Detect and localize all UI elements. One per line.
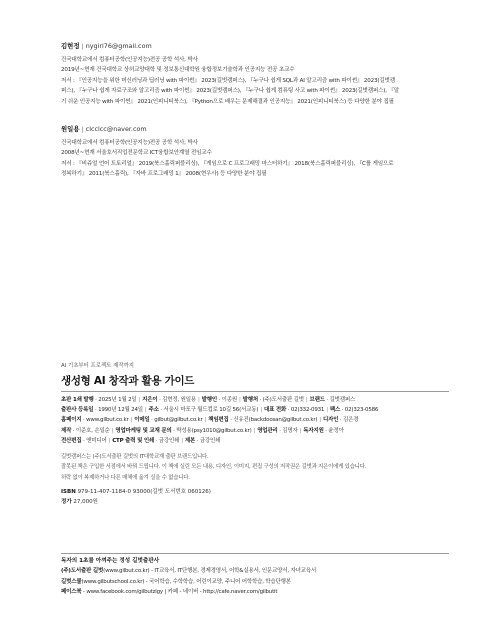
notice-line: 허락 없이 복제하거나 다른 매체에 옮겨 실을 수 없습니다. [61, 474, 190, 481]
divider [61, 391, 449, 392]
info-value: 금강인쇄 [158, 437, 180, 444]
separator: | [260, 407, 262, 414]
info-row: 홈페이지 · www.gilbut.co.kr | 이메일 · gilbut@gilbut.co.kr | 책임편집 · 신유진(backdoosan@gilbut.co.kr) | 디자인 · 김은경 [61, 417, 359, 424]
separator: | [299, 427, 302, 434]
publisher-row [61, 577, 461, 587]
author-2-line: 건국대학교에서 컴퓨터공학(인공지능)전공 공학 석사, 박사 [61, 140, 198, 146]
info-label: 전산편집 [61, 437, 82, 444]
info-value: 1990년 12월 24일 [98, 407, 143, 414]
info-label: 브랜드 [309, 397, 325, 403]
info-label: 대표 전화 [263, 407, 287, 414]
separator: | [238, 397, 241, 403]
author-2-block [61, 124, 461, 180]
info-value: 김현정, 원일용 [162, 397, 196, 403]
separator: | [326, 407, 328, 414]
publisher-row [61, 566, 461, 576]
notice-line: 길벗캠퍼스는 (주)도서출판 길벗의 IT대학교재 출판 브랜드입니다. [61, 454, 209, 461]
info-label: 영업관리 [257, 427, 278, 434]
info-row: 출판사 등록일 · 1990년 12월 24일 | 주소 · 서울시 마포구 월드컵로 10길 56(서교동) | 대표 전화 · 02)332-0931 | 팩스 · 02)323-0586 [61, 407, 379, 414]
info-row: 전산편집 · 앤미디어 | CTP 출력 및 인쇄 · 금강인쇄 | 제본 · 금강인쇄 [61, 437, 221, 444]
separator: | [253, 427, 256, 434]
info-label: 책임편집 [208, 417, 229, 424]
info-value: www.gilbut.co.kr [86, 417, 129, 424]
author-2-line: 2008년~현재 서울호서직업전문학교 ICT융합보안계열 전임교수 [61, 150, 212, 157]
publisher-row-value: - www.facebook.com/gilbutzigy | 카페 - 네이버 - http://cafe.naver.com/gilbutit [81, 589, 278, 596]
separator: | [144, 407, 147, 414]
author-1-block [61, 41, 461, 107]
publisher-row-label: (주)도서출판 길벗 [61, 568, 104, 575]
separator: | [305, 397, 308, 403]
info-value: 2025년 1월 2일 [98, 397, 137, 403]
info-label: CTP 출력 및 인쇄 [112, 437, 155, 444]
author-2-name: 원일용 [61, 125, 80, 133]
info-value: 김은경 [343, 417, 359, 424]
info-label: 제본 [184, 437, 196, 444]
author-1-line: 2019년~현재 건국대학교 상허교양대학 및 정보통신대학원 융합정보기술학과 인공지능 전공 초교수 [61, 67, 295, 74]
divider [61, 553, 449, 554]
separator: | [108, 437, 111, 444]
info-value: 이준호, 손일순 [75, 427, 110, 434]
publisher-row [61, 587, 461, 597]
isbn-block [61, 487, 461, 507]
author-2-line: 정복하기』 2011(북스홀릭), 『자바 프로그래밍 1』 2008(현우사) 등 다양한 분야 집필 [61, 171, 267, 178]
info-value: 김명자 [282, 427, 298, 434]
separator: | [197, 397, 200, 403]
author-1-line: 저서 : 『인공지능을 위한 머신러닝과 딥러닝 with 파이썬』 2023(길벗캠퍼스), 『누구나 쉽게 SQL과 AI 알고리즘 with 파이썬』 2023(길벗캠 [61, 77, 395, 84]
info-label: 출판사 등록일 [61, 407, 94, 414]
author-1-line: 기 쉬운 인공지능 with 파이썬』 2021(인피니티북스), 『Python으로 배우는 문제해결과 인공지능』 2021(인피니티북스) 등 다양한 분야 집필 [61, 98, 394, 105]
publisher-row-label: 페이스북 [61, 589, 82, 596]
publisher-row-value: (www.gilbutschool.co.kr) - 국어학습, 수학학습, 어린이교양, 주니어 어학학습, 학습단행본 [81, 578, 291, 585]
info-value: 박성용(psy1010@gilbut.co.kr) [176, 427, 252, 434]
price-value: 27,000원 [73, 499, 98, 506]
info-value: 신유진(backdoosan@gilbut.co.kr) [233, 417, 318, 424]
separator: | [181, 437, 183, 444]
author-1-line: 퍼스), 『누구나 쉽게 자료구조와 알고리즘 with 파이썬』 2023(길벗캠퍼스), 『누구나 쉽게 컴퓨팅 사고 with 파이썬』 2023(길벗캠퍼스), 『알 [61, 88, 400, 95]
series-subtitle: AI 기초부터 프로젝트 제작까지 [61, 363, 134, 369]
isbn-value: 979-11-407-1184-0 93000(길벗 도서번호 060126) [77, 489, 211, 496]
info-value: 이종원 [221, 397, 237, 403]
info-value: 앤미디어 [86, 437, 107, 444]
author-1-email: nygirl76@gmail.com [85, 42, 152, 50]
author-2-line: 저서 : 『비쥬얼 언어 트토리얼』 2019(북스홀릭퍼블리싱), 『게임으로 C 프로그래밍 마스터하기』 2018(북스홀릭퍼블리싱), 『C를 게임으로 [61, 160, 394, 167]
separator: | [138, 397, 141, 403]
author-1-header: 김현정 | nygirl76@gmail.com [61, 42, 152, 50]
info-label: 영업마케팅 및 교재 문의 [115, 427, 172, 434]
publisher-block [61, 553, 461, 598]
publisher-row-label: 길벗스쿨 [61, 578, 82, 585]
info-value: (주)도서출판 길벗 [262, 397, 304, 403]
notice [61, 452, 461, 483]
info-value: gilbut@gilbut.co.kr [154, 417, 203, 424]
publisher-slogan: 독자의 1초를 아껴주는 정성 길벗출판사 [61, 558, 160, 564]
publication-info [61, 395, 461, 446]
author-1-line: 건국대학교에서 컴퓨터공학(인공지능)전공 공학 석사, 박사 [61, 57, 198, 63]
info-value: 금강인쇄 [199, 437, 221, 444]
info-value: 02)332-0931 [290, 407, 325, 414]
info-label: 발행인 [201, 397, 217, 403]
info-label: 팩스 [329, 407, 341, 414]
info-value: 길벗캠퍼스 [329, 397, 356, 403]
info-label: 주소 [148, 407, 159, 414]
isbn-label: ISBN [61, 489, 76, 496]
info-label: 초판 1쇄 발행 [61, 397, 94, 403]
info-label: 독자지원 [303, 427, 324, 434]
info-value: 02)323-0586 [344, 407, 379, 414]
price-label: 정가 [61, 499, 72, 506]
author-2-header: 원일용 | clcclcc@naver.com [61, 125, 147, 133]
info-label: 디자인 [323, 417, 339, 424]
separator: | [111, 427, 114, 434]
info-label: 지은이 [142, 397, 158, 403]
info-label: 제작 [61, 427, 72, 434]
separator: | [204, 417, 207, 424]
info-label: 이메일 [134, 417, 150, 424]
book-title: 생성형 AI 창작과 활용 가이드 [61, 375, 195, 387]
separator: | [130, 417, 133, 424]
author-2-email: clcclcc@naver.com [85, 125, 147, 133]
info-label: 홈페이지 [61, 417, 82, 424]
info-label: 발행처 [242, 397, 258, 403]
info-row: 제작 · 이준호, 손일순 | 영업마케팅 및 교재 문의 · 박성용(psy1010@gilbut.co.kr) | 영업관리 · 김명자 | 독자지원 · 윤정아 [61, 427, 344, 434]
separator: | [319, 417, 322, 424]
publisher-row-value: (www.gilbut.co.kr) - IT교육서, IT단행본, 경제경영서, 어학&실용서, 인문교양서, 자녀교육서 [103, 568, 317, 575]
info-value: 윤정아 [328, 427, 344, 434]
author-1-name: 김현정 [61, 42, 80, 50]
colophon [61, 391, 461, 508]
info-value: 서울시 마포구 월드컵로 10길 56(서교동) [163, 407, 259, 414]
info-row: 초판 1쇄 발행 · 2025년 1월 2일 | 지은이 · 김현정, 원일용 | 발행인 · 이종원 | 발행처 · (주)도서출판 길벗 | 브랜드 · 길벗캠퍼스 [61, 397, 356, 403]
notice-line: 잘못된 책은 구입한 서점에서 바꿔 드립니다. 이 책에 실린 모든 내용, 디자인, 이미지, 편집 구성의 저작권은 길벗과 지은이에게 있습니다. [61, 464, 367, 471]
